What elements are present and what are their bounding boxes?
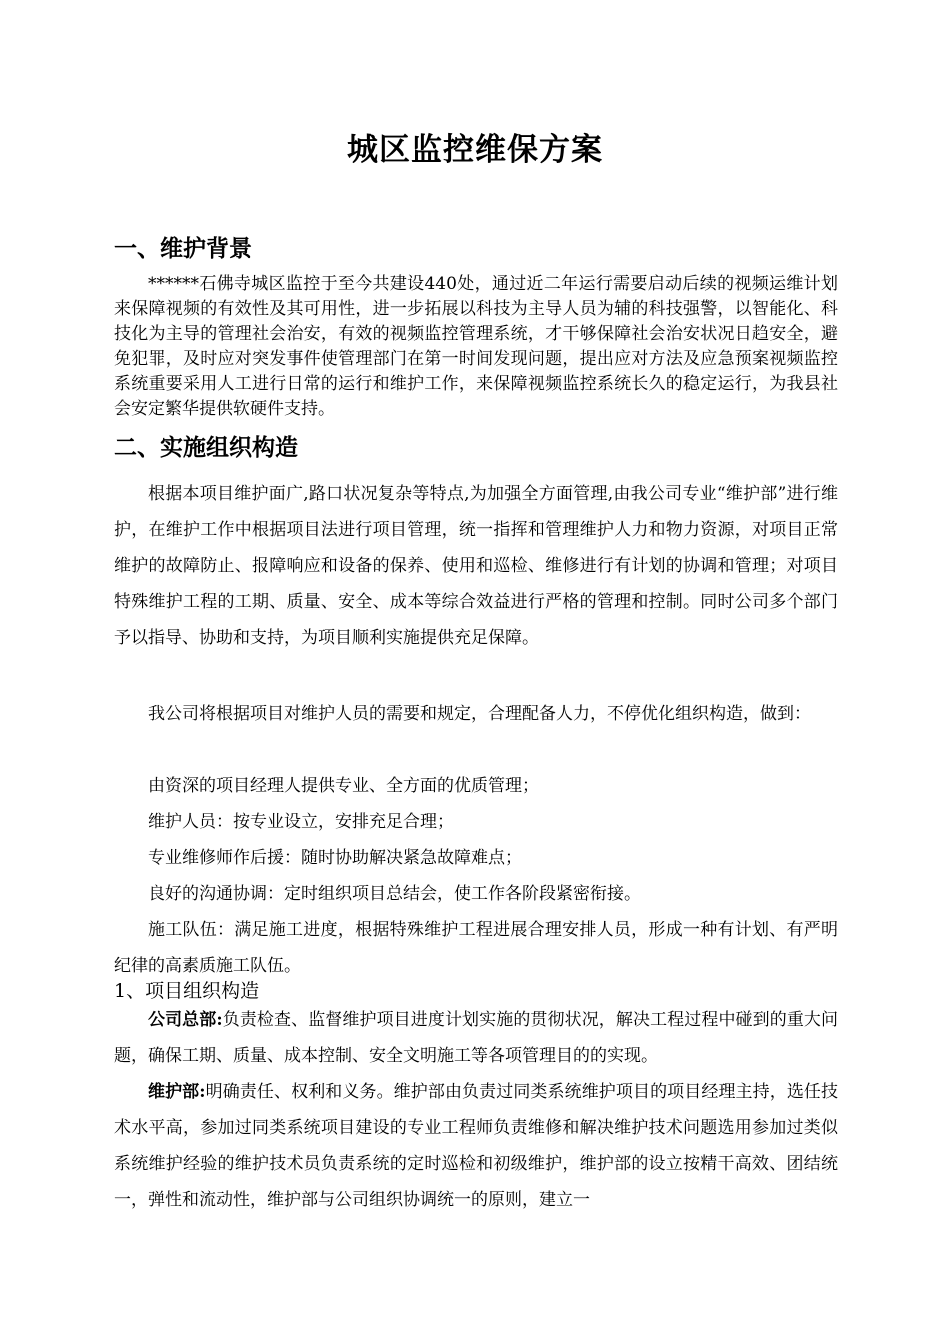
dept-text: 明确责任、权利和义务。维护部由负责过同类系统维护项目的项目经理主持，选任技术水平高，参加过同类系统项目建设的专业工程师负责维修和解决维护技术问题选用参加过类似系统维护经验的维护技术员负责系统的定时巡检和初级维护，维护部的设立按精干高效、团结统一，弹性和流动性，维护部与公司组织协调统一的原则，建立一 — [114, 1082, 839, 1210]
organization-paragraph-2: 我公司将根据项目对维护人员的需要和规定，合理配备人力，不停优化组织构造，做到： — [148, 704, 811, 724]
subsection-heading-project-organization: 1、项目组织构造 — [114, 980, 260, 1002]
hq-label: 公司总部: — [148, 1010, 223, 1030]
list-item: 良好的沟通协调：定时组织项目总结会，使工作各阶段紧密衔接。 — [148, 884, 641, 904]
maintenance-dept-paragraph — [114, 1074, 838, 1218]
organization-paragraph-1: 根据本项目维护面广,路口状况复杂等特点,为加强全方面管理,由我公司专业“维护部”进行维护，在维护工作中根据项目法进行项目管理，统一指挥和管理维护人力和物力资源，对项目正常维护的故障防止、报障响应和设备的保养、使用和巡检、维修进行有计划的协调和管理；对项目特殊维护工程的工期、质量、安全、成本等综合效益进行严格的管理和控制。同时公司多个部门予以指导、协助和支持，为项目顺利实施提供充足保障。 — [114, 484, 838, 648]
list-item: 维护人员：按专业设立，安排充足合理； — [148, 812, 454, 832]
background-paragraph: ******石佛寺城区监控于至今共建设440处，通过近二年运行需要启动后续的视频运维计划来保障视频的有效性及其可用性，进一步拓展以科技为主导人员为辅的科技强警，以智能化、科技化为主导的管理社会治安，有效的视频监控管理系统，才干够保障社会治安状况日趋安全，避免犯罪，及时应对突发事件使管理部门在第一时间发现问题，提出应对方法及应急预案视频监控系统重要采用人工进行日常的运行和维护工作，来保障视频监控系统长久的稳定运行，为我县社会安定繁华提供软硬件支持。 — [114, 274, 838, 419]
section-heading-background: 一、维护背景 — [114, 235, 252, 262]
hq-paragraph — [114, 1002, 838, 1074]
dept-label: 维护部: — [148, 1082, 206, 1102]
section-heading-organization: 二、实施组织构造 — [114, 434, 298, 461]
list-item: 专业维修师作后援：随时协助解决紧急故障难点； — [148, 848, 522, 868]
hq-text: 负责检查、监督维护项目进度计划实施的贯彻状况，解决工程过程中碰到的重大问题，确保工期、质量、成本控制、安全文明施工等各项管理目的的实现。 — [114, 1010, 839, 1066]
list-item: 由资深的项目经理人提供专业、全方面的优质管理； — [148, 776, 539, 796]
document-title: 城区监控维保方案 — [347, 132, 603, 168]
organization-paragraph-3: 施工队伍：满足施工进度，根据特殊维护工程进展合理安排人员，形成一种有计划、有严明纪律的高素质施工队伍。 — [114, 920, 838, 976]
